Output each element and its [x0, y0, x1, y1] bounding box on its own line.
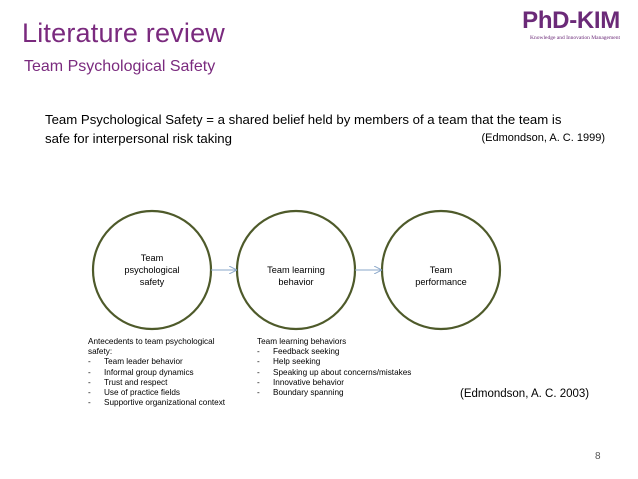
list-item-text: Use of practice fields [104, 388, 180, 398]
node-label-performance [391, 264, 491, 288]
list-item-text: Team leader behavior [104, 357, 183, 367]
node-label-line: performance [415, 277, 467, 287]
citation-1999: (Edmondson, A. C. 1999) [481, 132, 605, 144]
list-heading: safety: [88, 347, 113, 357]
logo-tagline: Knowledge and Innovation Management [530, 35, 620, 41]
node-label-line: psychological [124, 265, 180, 275]
bullet-dash: - [88, 388, 91, 398]
list-item [257, 378, 447, 388]
logo-name: PhD-KIM [522, 7, 620, 34]
list-item-text: Boundary spanning [273, 388, 344, 398]
list-item [88, 378, 258, 388]
node-label-line: Team learning [267, 265, 325, 275]
list-item [257, 368, 447, 378]
page-number: 8 [595, 451, 601, 462]
bullet-dash: - [88, 367, 91, 377]
list-heading: Team learning behaviors [257, 337, 347, 346]
node-label-psychological-safety [102, 252, 202, 288]
list-item [257, 388, 447, 398]
list-heading: Antecedents to team psychological [88, 337, 215, 346]
bullet-dash: - [257, 377, 260, 387]
learning-behaviors-list [257, 337, 447, 398]
list-item-text: Speaking up about concerns/mistakes [273, 367, 412, 377]
list-item-text: Innovative behavior [273, 377, 345, 387]
list-item [88, 368, 258, 378]
bullet-dash: - [88, 357, 91, 367]
definition-line-1: Team Psychological Safety = a shared belief held by members of a team that the team is [45, 112, 562, 127]
definition-line-2: safe for interpersonal risk taking [45, 131, 232, 146]
node-label-learning-behavior [246, 264, 346, 288]
list-item [257, 357, 447, 367]
bullet-dash: - [257, 367, 260, 377]
list-item-text: Trust and respect [104, 377, 168, 387]
bullet-dash: - [88, 377, 91, 387]
list-item-text: Supportive organizational context [104, 398, 226, 408]
list-item [257, 347, 447, 357]
node-label-line: safety [139, 277, 165, 287]
list-item-text: Informal group dynamics [104, 367, 194, 377]
bullet-dash: - [257, 347, 260, 357]
bullet-dash: - [88, 398, 91, 408]
list-item [88, 398, 258, 408]
node-label-line: Team [429, 265, 453, 275]
node-label-line: behavior [278, 277, 314, 287]
antecedents-list [88, 337, 258, 408]
slide-subtitle: Team Psychological Safety [24, 58, 216, 75]
list-item [88, 357, 258, 367]
node-label-line: Team [140, 253, 164, 263]
bullet-dash: - [257, 388, 260, 398]
list-item-text: Feedback seeking [273, 347, 340, 357]
bullet-dash: - [257, 357, 260, 367]
citation-2003: (Edmondson, A. C. 2003) [460, 388, 590, 400]
slide-title: Literature review [22, 18, 225, 48]
list-item-text: Help seeking [273, 357, 321, 367]
list-item [88, 388, 258, 398]
